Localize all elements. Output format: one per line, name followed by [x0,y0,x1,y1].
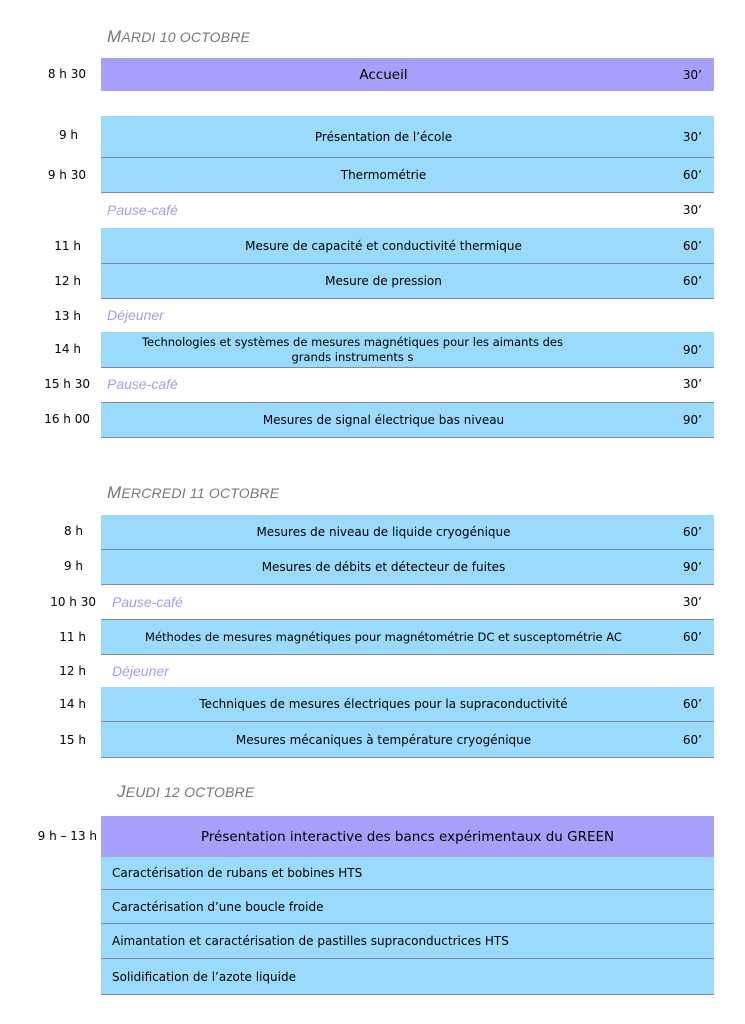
day-title-mardi: MARDI 10 OCTOBRE [107,27,251,46]
session-duration: 60’ [682,630,702,644]
break-duration: 30’ [682,377,702,391]
time-slot: 11 h [54,239,81,253]
session-duration: 60’ [682,274,702,288]
time-slot: 9 h [58,128,78,142]
session-label: Mesures de niveau de liquide cryogénique [256,525,511,539]
session-label-text: Technologies et systèmes de mesures magnétiques pour les aimants des grands instruments s [141,334,563,364]
session-duration: 60’ [682,732,702,747]
time-slot: 12 h [59,664,86,678]
day-title-mercredi: MERCREDI 11 OCTOBRE [107,483,280,502]
time-accueil: 8 h 30 [47,67,86,81]
break-label: Pause-café [112,594,183,610]
session-row[interactable] [101,619,714,655]
time-slot: 10 h 30 [50,595,96,609]
workshop-item-label: Aimantation et caractérisation de pastilles supraconductrices HTS [112,934,509,948]
time-slot: 9 h [63,559,83,573]
time-slot: 14 h [54,342,81,356]
session-row[interactable] [101,264,714,299]
workshop-item[interactable] [101,890,714,924]
workshop-item[interactable] [101,959,714,995]
session-row[interactable] [101,116,714,158]
workshop-header-label: Présentation interactive des bancs expérimentaux du GREEN [200,828,615,845]
session-label: Mesures mécaniques à température cryogénique [235,732,532,747]
break-label: Pause-café [107,376,178,392]
session-row[interactable] [101,158,714,193]
break-label: Déjeuner [112,663,169,679]
session-row[interactable] [101,515,714,550]
session-duration: 60’ [682,697,702,711]
time-slot: 12 h [54,274,81,288]
time-slot: 16 h 00 [44,412,90,426]
workshop-header[interactable] [101,816,714,857]
workshop-item-label: Caractérisation de rubans et bobines HTS [112,866,363,880]
session-row[interactable] [101,402,714,438]
session-label: Présentation de l’école [314,129,453,144]
session-duration: 60’ [682,238,702,253]
day-title-jeudi: JEUDI 12 OCTOBRE [117,782,255,801]
session-duration: 90’ [682,560,702,574]
break-duration: 30’ [682,595,702,609]
session-label: Mesure de pression [325,274,442,288]
time-slot: 11 h [59,630,86,644]
session-duration: 60’ [682,525,702,539]
time-slot: 8 h [63,524,83,538]
session-duration: 90’ [682,342,702,357]
time-slot: 13 h [54,309,81,323]
workshop-item[interactable] [101,857,714,890]
session-duration: 30’ [682,67,702,82]
session-row[interactable] [101,550,714,585]
break-label: Pause-café [107,202,178,218]
workshop-item-label: Caractérisation d’une boucle froide [112,899,324,914]
time-slot: 14 h [59,697,86,711]
session-row[interactable] [101,687,714,722]
session-row[interactable] [101,332,714,368]
session-label: Techniques de mesures électriques pour la supraconductivité [199,697,568,711]
session-label: Thermométrie [340,168,427,182]
session-duration: 90’ [682,413,702,427]
session-label: Méthodes de mesures magnétiques pour magnétométrie DC et susceptométrie AC [145,630,622,644]
session-row[interactable] [101,228,714,264]
time-slot: 15 h 30 [44,377,90,391]
session-label: Mesure de capacité et conductivité thermique [245,238,522,253]
session-label: Mesures de signal électrique bas niveau [262,413,505,427]
session-duration: 60’ [682,168,702,182]
session-duration: 30’ [682,129,702,144]
workshop-item-label: Solidification de l’azote liquide [112,969,296,984]
session-label: Mesures de débits et détecteur de fuites [261,560,506,574]
break-duration: 30’ [682,203,702,217]
session-accueil[interactable] [101,58,714,91]
session-row[interactable] [101,722,714,758]
time-slot: 15 h [59,733,86,747]
session-label [121,332,584,367]
time-range: 9 h – 13 h [37,829,97,843]
time-slot: 9 h 30 [47,168,86,182]
workshop-item[interactable] [101,924,714,959]
session-label: Accueil [359,66,408,83]
break-label: Déjeuner [107,307,164,323]
